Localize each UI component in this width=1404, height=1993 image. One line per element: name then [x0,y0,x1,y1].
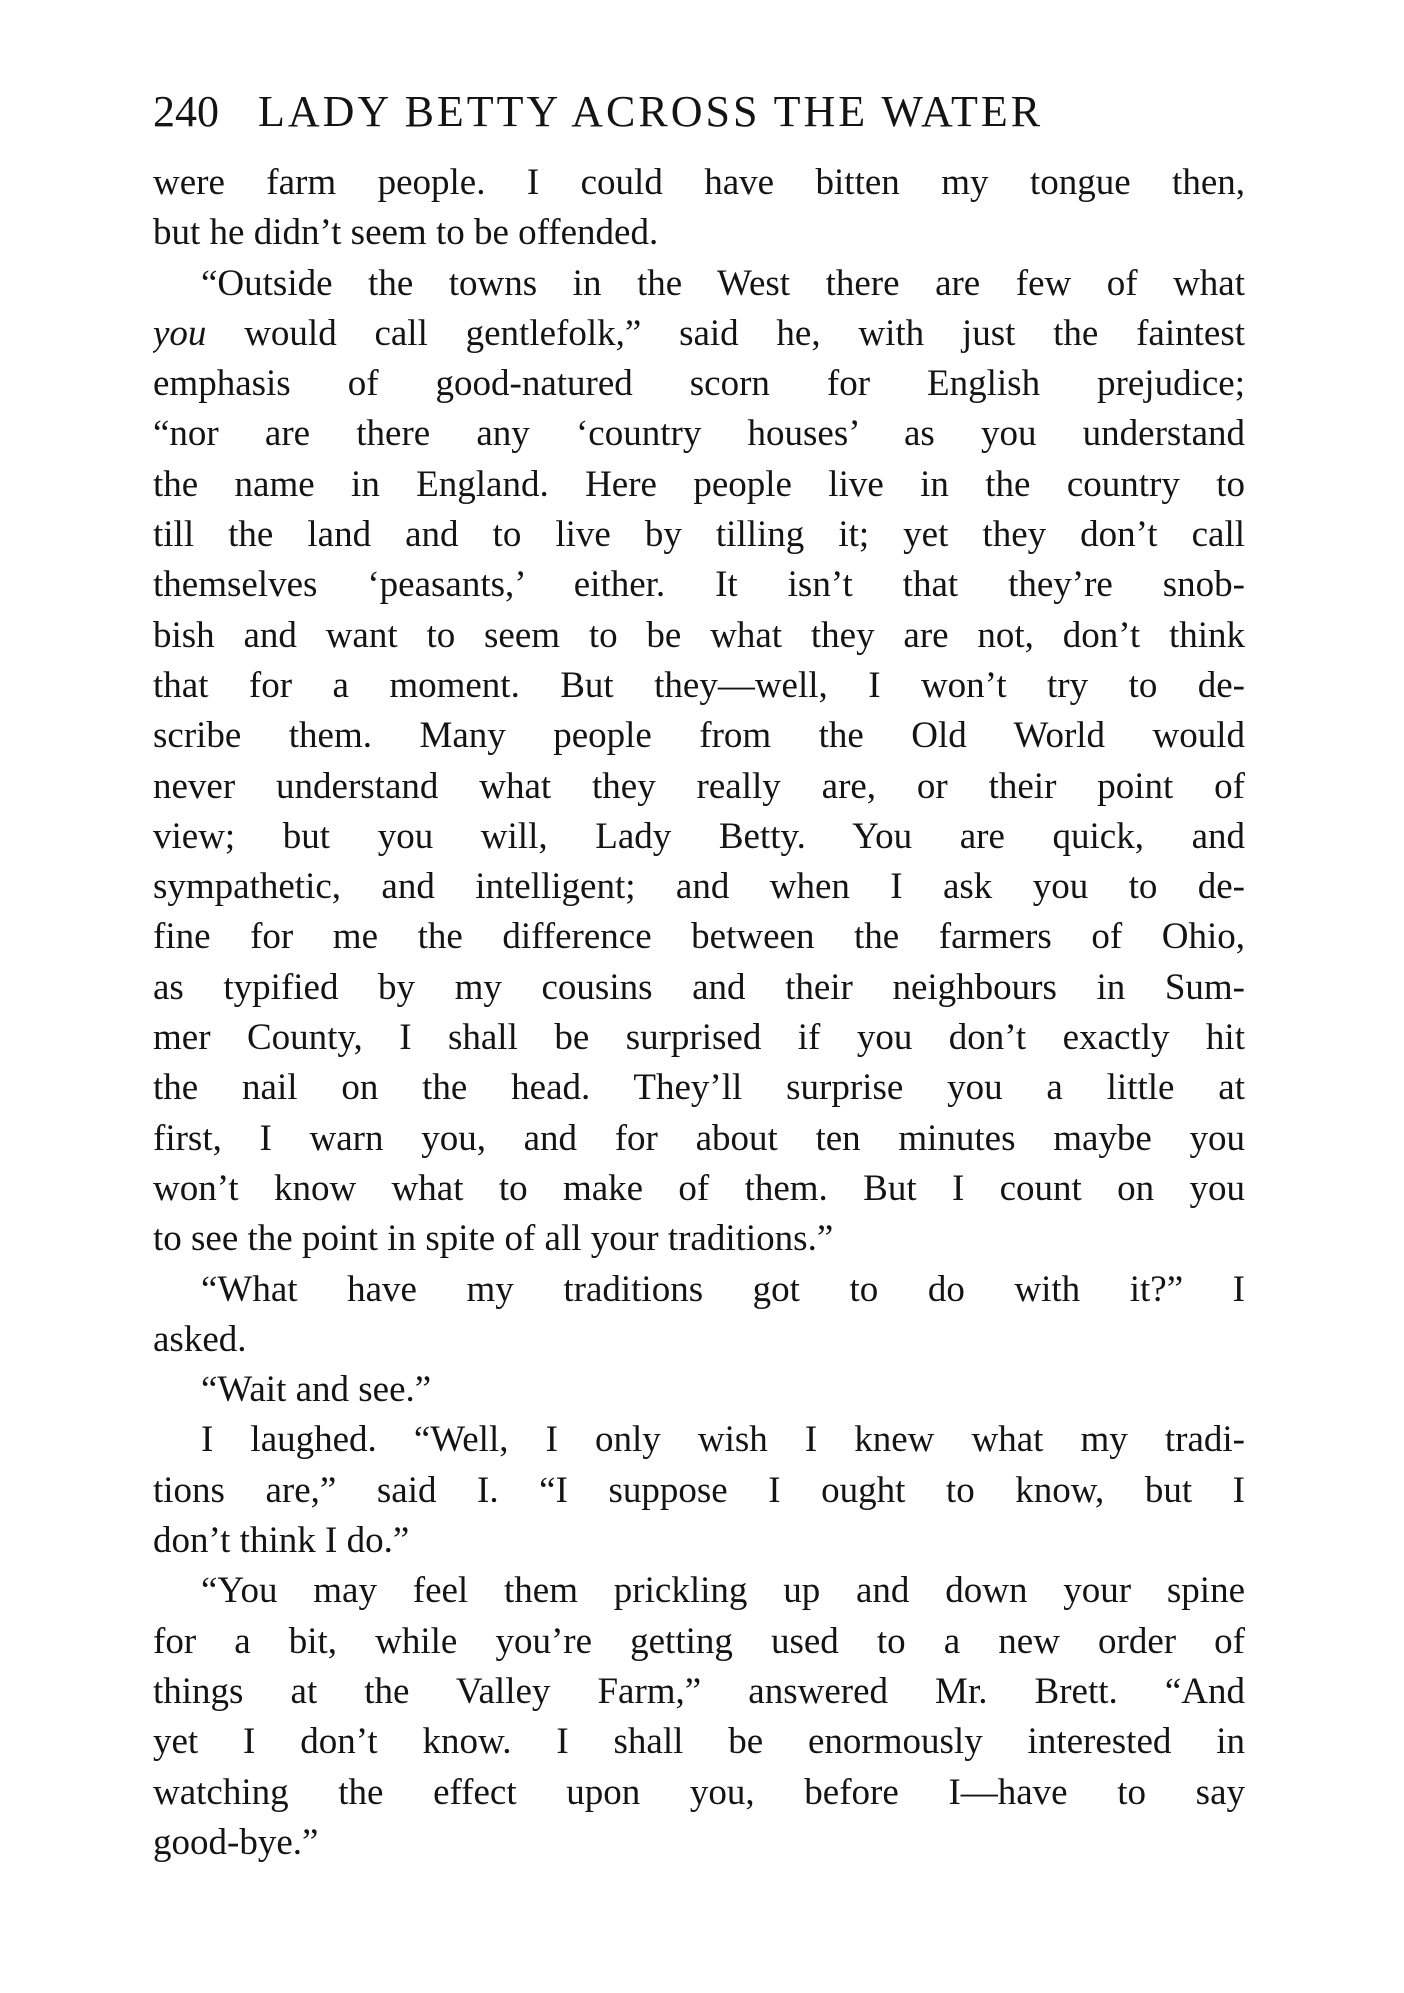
text-line: mer County, I shall be surprised if you don’t exactly hit [153,1017,1245,1059]
text-line: won’t know what to make of them. But I count on you [153,1167,1245,1209]
text-line: were farm people. I could have bitten my tongue then, [153,162,1245,203]
text-line: don’t think I do.” [153,1520,410,1562]
text-line: for a bit, while you’re getting used to a new order of [153,1620,1245,1662]
page-number: 240 [153,87,219,136]
text-line: I laughed. “Well, I only wish I knew what my tradi- [201,1419,1245,1461]
text-line: “What have my traditions got to do with it?” I [201,1268,1245,1310]
text-line: fine for me the difference between the farmers of Ohio, [153,916,1245,958]
emphasis-you: you [153,312,207,354]
book-title: LADY BETTY ACROSS THE WATER [258,87,1044,136]
text-line: view; but you will, Lady Betty. You are quick, and [153,815,1245,857]
text-line: never understand what they really are, or their point of [153,765,1245,807]
text-line: things at the Valley Farm,” answered Mr. Brett. “And [153,1670,1245,1712]
text-line: good-bye.” [153,1821,319,1863]
text-line: tions are,” said I. “I suppose I ought to know, but I [153,1469,1245,1511]
text-line: scribe them. Many people from the Old World would [153,715,1245,757]
text-line: that for a moment. But they—well, I won’t try to de- [153,664,1245,706]
text-line-rest: would call gentlefolk,” said he, with just the faintest [206,312,1245,354]
text-line: bish and want to seem to be what they are not, don’t think [153,614,1245,656]
text-line: but he didn’t seem to be offended. [153,212,659,254]
text-line: “nor are there any ‘country houses’ as you understand [153,413,1245,455]
text-line: “Wait and see.” [201,1369,432,1411]
text-line: till the land and to live by tilling it; yet they don’t call [153,514,1245,556]
text-line: “You may feel them prickling up and down your spine [201,1570,1245,1612]
text-line: themselves ‘peasants,’ either. It isn’t that they’re snob- [153,564,1245,606]
text-line: as typified by my cousins and their neighbours in Sum- [153,966,1245,1008]
running-head [153,82,1243,142]
text-line: first, I warn you, and for about ten minutes maybe you [153,1117,1245,1159]
text-line [153,309,1245,359]
text-line: asked. [153,1318,247,1360]
text-line: to see the point in spite of all your traditions.” [153,1218,834,1260]
text-line: emphasis of good-natured scorn for English prejudice; [153,363,1245,405]
text-line: watching the effect upon you, before I—have to say [153,1771,1245,1813]
text-line: sympathetic, and intelligent; and when I ask you to de- [153,866,1245,908]
body-text [153,158,1245,1868]
text-line: the name in England. Here people live in the country to [153,463,1245,505]
text-line: “Outside the towns in the West there are few of what [201,262,1245,304]
text-line: the nail on the head. They’ll surprise you a little at [153,1067,1245,1109]
text-line: yet I don’t know. I shall be enormously interested in [153,1721,1245,1763]
